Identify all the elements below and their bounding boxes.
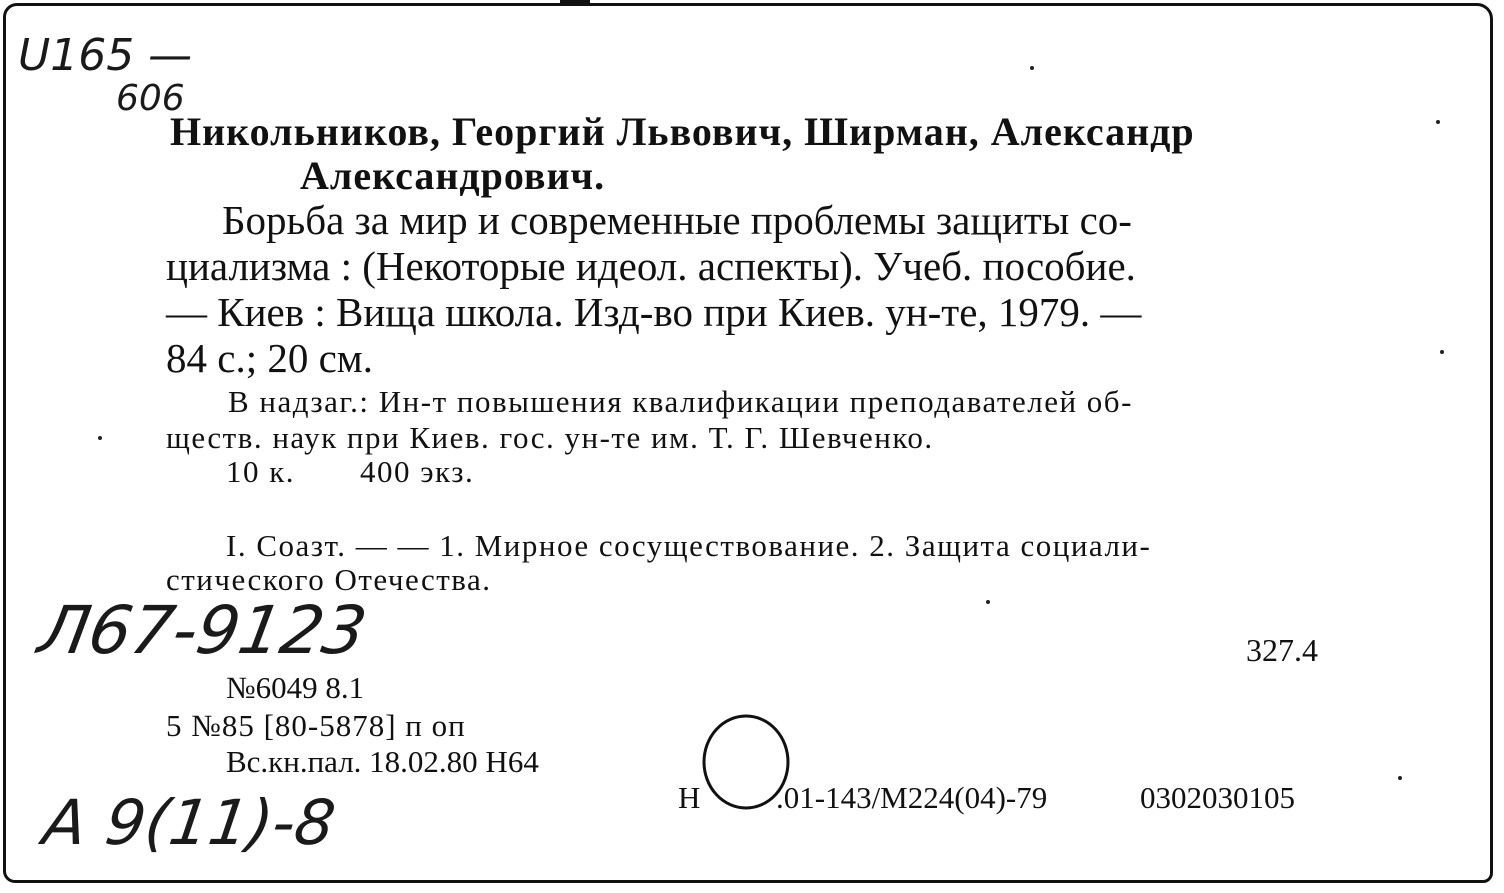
handwritten-shelf-mark: А 9(11)-8: [38, 786, 340, 859]
index-number: 0302030105: [1140, 780, 1295, 815]
classification-number: 327.4: [1246, 632, 1318, 668]
scan-speck: [1030, 66, 1034, 70]
authors-line-2: Александрович.: [300, 153, 606, 198]
scan-speck: [98, 436, 102, 440]
subjects-line-1: I. Соазт. — — 1. Мирное сосуществование. 2. Защита социали-: [226, 528, 1152, 563]
subjects-line-2: стического Отечества.: [166, 562, 492, 597]
handwritten-call-number-bottom: 606: [116, 78, 185, 119]
scan-speck: [986, 600, 990, 604]
index-code-prefix: Н: [678, 780, 701, 815]
index-code: .01-143/М224(04)-79: [776, 780, 1048, 815]
catalog-line-3: Вс.кн.пал. 18.02.80 Н64: [226, 744, 539, 779]
note-line-1: В надзаг.: Ин-т повышения квалификации преподавателей об-: [228, 384, 1133, 419]
catalog-line-2: 5 №85 [80-5878] п оп: [166, 708, 466, 743]
title-line-1: Борьба за мир и современные проблемы защиты со-: [222, 197, 1132, 243]
handwritten-call-number-top: U165 —: [18, 30, 193, 81]
handwritten-acquisition-number: Л67-9123: [33, 592, 373, 669]
catalog-line-1: №6049 8.1: [226, 670, 365, 705]
note-line-2: ществ. наук при Киев. гос. ун-те им. Т. Г. Шевченко.: [166, 420, 934, 455]
title-line-3: — Киев : Вища школа. Изд-во при Киев. ун-те, 1979. —: [166, 289, 1142, 335]
scan-speck: [1398, 776, 1402, 780]
top-mark: [560, 0, 590, 6]
scan-speck: [1436, 120, 1440, 124]
scan-speck: [1440, 350, 1444, 354]
title-line-2: циализма : (Некоторые идеол. аспекты). Учеб. пособие.: [166, 243, 1136, 289]
price: 10 к.: [226, 454, 296, 489]
copies: 400 экз.: [360, 454, 475, 489]
title-line-4: 84 с.; 20 см.: [166, 335, 373, 381]
authors-line-1: Никольников, Георгий Львович, Ширман, Александр: [170, 109, 1195, 154]
